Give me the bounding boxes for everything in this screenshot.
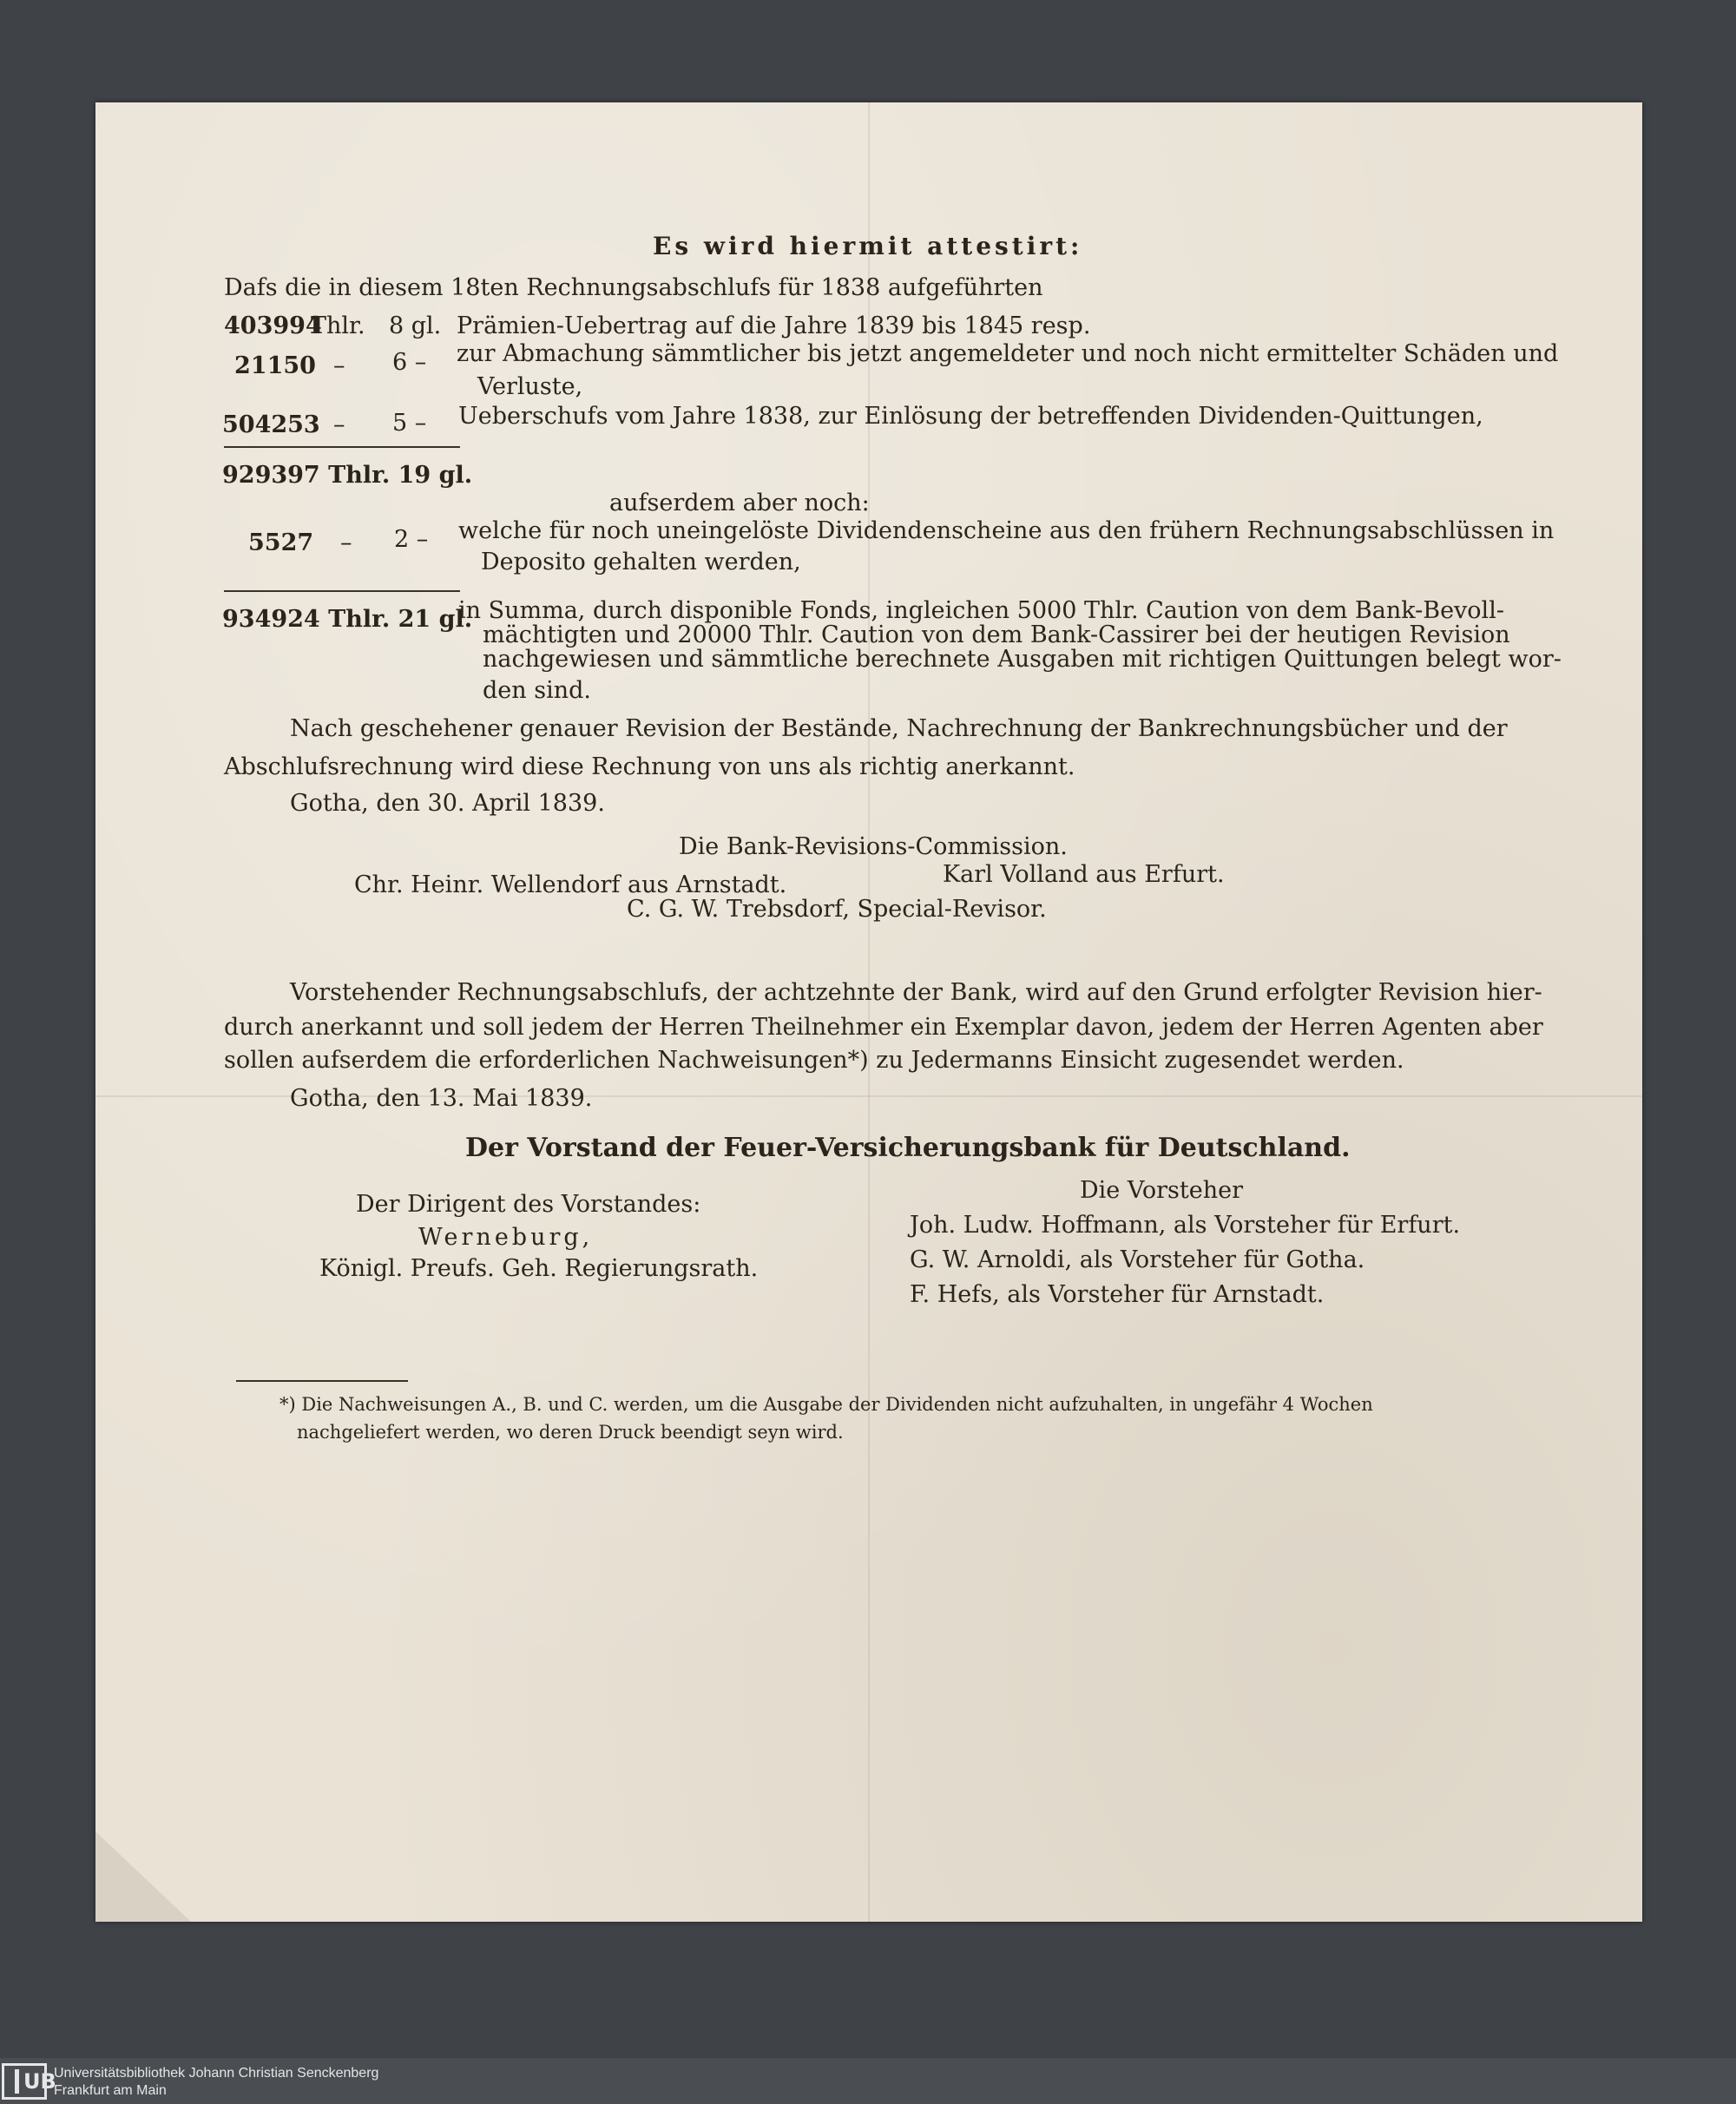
right-sign-line-2: G. W. Arnoldi, als Vorsteher für Gotha. (910, 1246, 1365, 1273)
subtotal-rule (224, 446, 460, 448)
total-line-3: nachgewiesen und sämmtliche berechnete Ausgaben mit richtigen Quittungen belegt wor- (483, 646, 1562, 673)
footnote-line-1: *) Die Nachweisungen A., B. und C. werden, um die Ausgabe der Dividenden nicht aufzuhalten, in ungefähr 4 Wochen (279, 1394, 1373, 1415)
ub-logo (2, 2063, 56, 2100)
row2-unit: – (333, 352, 345, 379)
left-sign-title: Königl. Preufs. Geh. Regierungsrath. (319, 1255, 759, 1282)
row3-gl: 5 – (392, 410, 427, 437)
left-sign-role: Der Dirigent des Vorstandes: (356, 1191, 701, 1218)
extra-amount: 5527 (248, 529, 314, 556)
right-sign-role: Die Vorsteher (1080, 1177, 1243, 1204)
intro-line: Dafs die in diesem 18ten Rechnungsabschlufs für 1838 aufgeführten (224, 274, 1043, 301)
commission-member-3: C. G. W. Trebsdorf, Special-Revisor. (627, 896, 1047, 923)
row1-unit: Thlr. (311, 312, 365, 339)
footnote-rule (236, 1380, 408, 1382)
row2-text-cont: Verluste, (477, 373, 583, 400)
footnote-line-2: nachgeliefert werden, wo deren Druck beendigt seyn wird. (297, 1422, 844, 1443)
date-2: Gotha, den 13. Mai 1839. (290, 1085, 593, 1112)
row1-text: Prämien-Uebertrag auf die Jahre 1839 bis 1845 resp. (457, 312, 1091, 339)
row1-amount: 403994 (224, 312, 322, 339)
extra-unit: – (340, 529, 352, 556)
row2-gl: 6 – (392, 349, 427, 376)
ack-line-3: sollen aufserdem die erforderlichen Nachweisungen*) zu Jedermanns Einsicht zugesendet werden. (224, 1047, 1404, 1074)
revision-line-1: Nach geschehener genauer Revision der Bestände, Nachrechnung der Bankrechnungsbücher und der (290, 715, 1508, 742)
heading: Es wird hiermit attestirt: (653, 232, 1083, 260)
row2-amount: 21150 (234, 352, 316, 379)
row3-text: Ueberschufs vom Jahre 1838, zur Einlösung der betreffenden Dividenden-Quittungen, (458, 403, 1483, 430)
total-line-4: den sind. (483, 677, 591, 704)
subtotal: 929397 Thlr. 19 gl. (222, 462, 473, 489)
left-sign-name: Werneburg, (418, 1224, 594, 1251)
total-rule (224, 590, 460, 592)
ausserdem-label: aufserdem aber noch: (609, 490, 870, 516)
commission-member-1: Chr. Heinr. Wellendorf aus Arnstadt. (354, 871, 787, 898)
library-city: Frankfurt am Main (54, 2083, 167, 2098)
ack-line-2: durch anerkannt und soll jedem der Herren Theilnehmer ein Exemplar davon, jedem der Herren Agenten aber (224, 1014, 1543, 1041)
total-amount: 934924 Thlr. 21 gl. (222, 606, 473, 633)
commission-title: Die Bank-Revisions-Commission. (679, 833, 1068, 860)
commission-member-2: Karl Volland aus Erfurt. (943, 861, 1225, 888)
total-line-2: mächtigten und 20000 Thlr. Caution von dem Bank-Cassirer bei der heutigen Revision (483, 621, 1510, 648)
paper-fold-vertical (868, 102, 870, 1922)
ub-logo-text: UB (23, 2069, 56, 2094)
row2-text: zur Abmachung sämmtlicher bis jetzt angemeldeter und noch nicht ermittelter Schäden und (457, 340, 1559, 367)
revision-line-2: Abschlufsrechnung wird diese Rechnung von uns als richtig anerkannt. (224, 753, 1075, 780)
library-name: Universitätsbibliothek Johann Christian Senckenberg (54, 2066, 379, 2081)
total-line-1: in Summa, durch disponible Fonds, ingleichen 5000 Thlr. Caution von dem Bank-Bevoll- (458, 597, 1504, 624)
right-sign-line-1: Joh. Ludw. Hoffmann, als Vorsteher für Erfurt. (910, 1212, 1461, 1239)
extra-gl: 2 – (394, 526, 429, 553)
row1-gl: 8 gl. (389, 312, 442, 339)
ub-logo-bar (15, 2069, 19, 2094)
extra-text: welche für noch uneingelöste Dividendenscheine aus den frühern Rechnungsabschlüssen in (458, 517, 1555, 544)
board-title: Der Vorstand der Feuer-Versicherungsbank für Deutschland. (465, 1133, 1351, 1163)
folded-corner (95, 1831, 191, 1922)
ack-line-1: Vorstehender Rechnungsabschlufs, der achtzehnte der Bank, wird auf den Grund erfolgter Revision hier- (290, 979, 1542, 1006)
library-footer (0, 2058, 1736, 2104)
extra-text-cont: Deposito gehalten werden, (481, 549, 801, 575)
row3-amount: 504253 (222, 411, 320, 438)
row3-unit: – (333, 411, 345, 438)
right-sign-line-3: F. Hefs, als Vorsteher für Arnstadt. (910, 1281, 1325, 1308)
date-1: Gotha, den 30. April 1839. (290, 790, 605, 817)
